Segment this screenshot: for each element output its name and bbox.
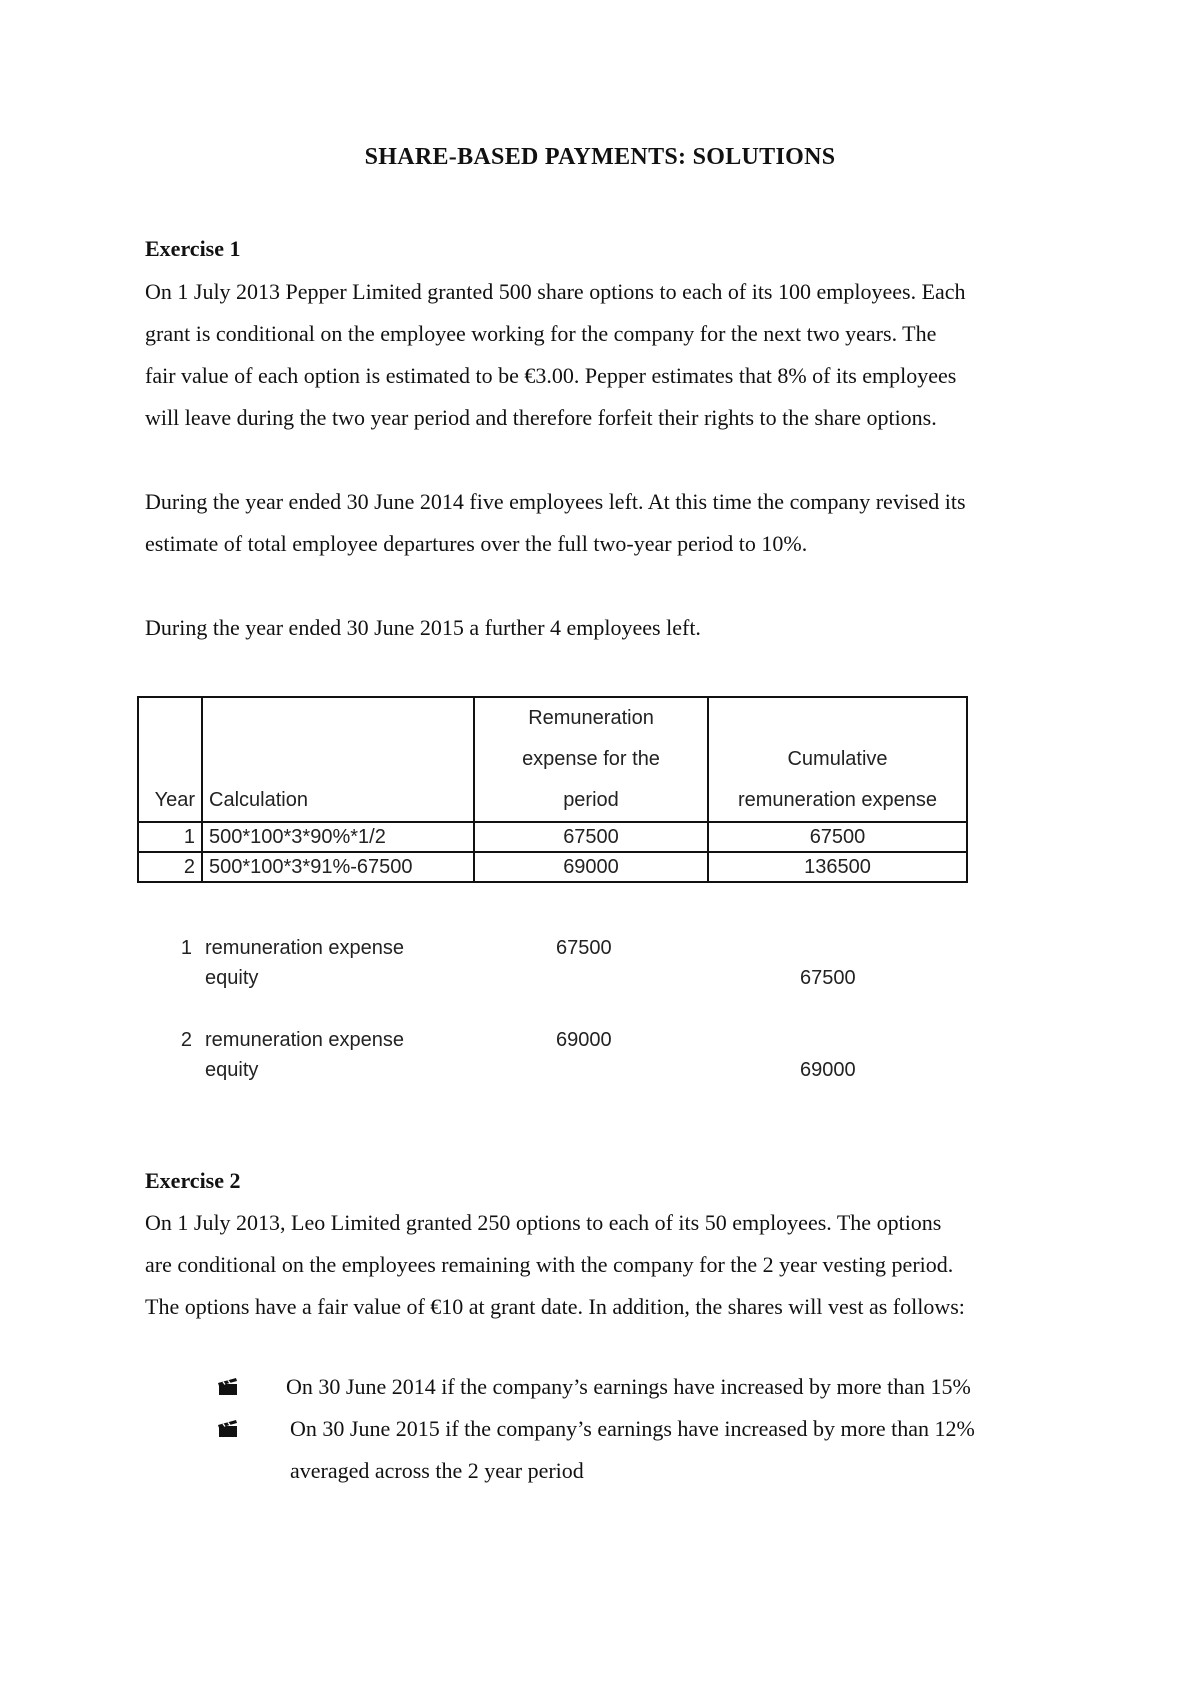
text-line: grant is conditional on the employee working for the company for the next two years. The	[145, 321, 937, 346]
text-line: estimate of total employee departures over the full two-year period to 10%.	[145, 531, 808, 556]
table-header-row	[138, 697, 967, 822]
journal-debit-account: remuneration expense	[205, 937, 405, 959]
cell-calculation: 500*100*3*90%*1/2	[202, 822, 474, 852]
journal-debit-amount: 67500	[556, 937, 612, 959]
text-line: On 30 June 2015 if the company’s earnings have increased by more than 12%	[290, 1416, 975, 1441]
header-line: expense for the	[522, 748, 660, 770]
cell-remuneration: 67500	[474, 822, 708, 852]
header-remuneration	[474, 697, 708, 822]
header-line: period	[563, 789, 619, 811]
cell-remuneration: 69000	[474, 852, 708, 882]
journal-entry-2	[0, 1025, 1200, 1085]
journal-credit-account: equity	[205, 967, 259, 989]
cell-cumulative: 67500	[708, 822, 967, 852]
journal-credit-amount: 67500	[800, 967, 856, 989]
text-line: On 1 July 2013 Pepper Limited granted 500 share options to each of its 100 employees. Each	[145, 279, 966, 304]
journal-debit-account: remuneration expense	[205, 1029, 405, 1051]
text-line: During the year ended 30 June 2015 a further 4 employees left.	[145, 615, 701, 640]
text-line: On 1 July 2013, Leo Limited granted 250 options to each of its 50 employees. The options	[145, 1210, 942, 1235]
exercise-2-paragraph-1	[145, 1202, 1075, 1328]
header-cumulative	[708, 697, 967, 822]
text-line: are conditional on the employees remaining with the company for the 2 year vesting period.	[145, 1252, 954, 1277]
cell-calculation: 500*100*3*91%-67500	[202, 852, 474, 882]
journal-credit-amount: 69000	[800, 1059, 856, 1081]
header-line: Remuneration	[528, 707, 654, 729]
clapperboard-icon	[217, 1418, 239, 1444]
remuneration-table	[137, 696, 968, 883]
header-calculation: Calculation	[202, 697, 474, 822]
text-line: will leave during the two year period and therefore forfeit their rights to the share options.	[145, 405, 937, 430]
table-row	[138, 822, 967, 852]
page-title: SHARE-BASED PAYMENTS: SOLUTIONS	[364, 144, 836, 170]
text-line: The options have a fair value of €10 at grant date. In addition, the shares will vest as follows:	[145, 1294, 965, 1319]
journal-credit-account: equity	[205, 1059, 259, 1081]
list-item	[290, 1408, 975, 1492]
text-line: On 30 June 2014 if the company’s earnings have increased by more than 15%	[286, 1374, 971, 1399]
journal-debit-amount: 69000	[556, 1029, 612, 1051]
cell-cumulative: 136500	[708, 852, 967, 882]
list-item	[286, 1366, 971, 1408]
cell-year: 2	[138, 852, 202, 882]
text-line: averaged across the 2 year period	[290, 1458, 584, 1483]
clapperboard-icon	[217, 1376, 239, 1402]
exercise-1-heading: Exercise 1	[145, 236, 241, 261]
journal-entry-1	[0, 933, 1200, 993]
journal-number: 1	[180, 937, 192, 959]
exercise-1-paragraph-2	[145, 481, 1075, 565]
cell-year: 1	[138, 822, 202, 852]
journal-number: 2	[180, 1029, 192, 1051]
exercise-1-paragraph-3	[145, 607, 1075, 649]
text-line: fair value of each option is estimated to be €3.00. Pepper estimates that 8% of its employees	[145, 363, 957, 388]
exercise-1-paragraph-1	[145, 271, 1075, 439]
header-year: Year	[138, 697, 202, 822]
header-line: remuneration expense	[737, 789, 937, 811]
table-row	[138, 852, 967, 882]
exercise-2-heading: Exercise 2	[145, 1168, 241, 1193]
header-line: Cumulative	[787, 748, 888, 770]
text-line: During the year ended 30 June 2014 five employees left. At this time the company revised its	[145, 489, 966, 514]
